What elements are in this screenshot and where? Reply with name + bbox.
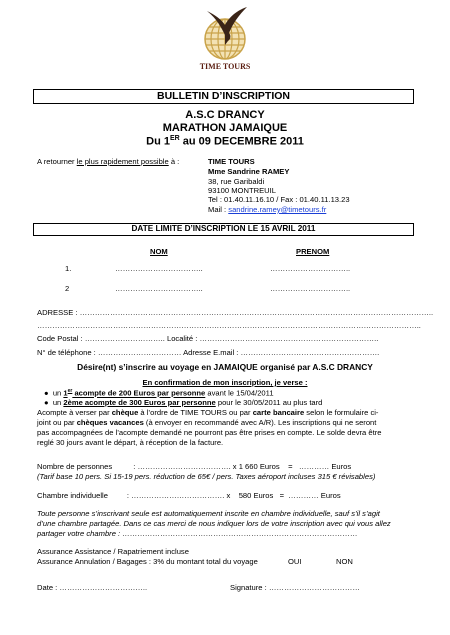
- pay-cheque: chèque: [111, 408, 139, 417]
- pay-l1-pre: Acompte à verser par: [37, 408, 112, 417]
- registration-statement: Désire(nt) s’inscrire au voyage en JAMAIQUE organisé par A.S.C DRANCY: [77, 362, 373, 372]
- return-intro-underlined: le plus rapidement possible: [76, 157, 169, 166]
- payment-line-1: [37, 408, 378, 417]
- b1-pre: un: [52, 388, 64, 398]
- pay-l2-pre: joint ou par: [37, 418, 77, 427]
- return-intro-post: à :: [168, 157, 180, 166]
- b2-u: 2ème acompte de 300 Euros par personne: [63, 398, 216, 407]
- adresse-field[interactable]: ADRESSE : …………………………………………………………………………………………………………………………..: [37, 308, 434, 317]
- contact-street: 38, rue Garibaldi: [208, 177, 265, 186]
- telephone-email-field[interactable]: N° de téléphone : …………………………… Adresse E.mail : ……………………………………………….: [37, 348, 380, 357]
- signature-field[interactable]: Signature : ………………………………: [230, 583, 360, 592]
- insurance-assistance: Assurance Assistance / Rapatriement incluse: [37, 547, 189, 556]
- contact-person: Mme Sandrine RAMEY: [208, 167, 290, 176]
- insurance-oui-option[interactable]: OUI: [288, 557, 302, 566]
- payment-line-3: pas accompagnées de l’acompte demandé ne pourront pas être prises en compte. Le solde devra être: [37, 428, 382, 437]
- prenom-header: PRENOM: [296, 247, 330, 256]
- room-share-field[interactable]: partager votre chambre : …………………………………………………………………………………: [37, 529, 358, 538]
- event-organizer: A.S.C DRANCY: [185, 109, 265, 121]
- contact-mail-link[interactable]: sandrine.ramey@timetours.fr: [228, 205, 327, 214]
- page-title: BULLETIN D’INSCRIPTION: [157, 90, 290, 102]
- time-tours-logo: [195, 5, 255, 75]
- adresse-field-2[interactable]: ……………………………………………………………………………………………………………………………………..: [37, 321, 421, 330]
- event-dates-pre: Du 1: [146, 135, 170, 148]
- row2-prenom-field[interactable]: …………………………..: [270, 284, 351, 293]
- row2-number: 2: [65, 284, 70, 293]
- code-postal-localite-field[interactable]: Code Postal : ………………………….. Localité : ……………………………………………………………..: [37, 334, 379, 343]
- contact-company: TIME TOURS: [208, 157, 255, 166]
- b2-post: pour le 30/05/2011 au plus tard: [215, 398, 323, 407]
- contact-mail-label: Mail :: [208, 205, 229, 214]
- room-note-line-1: Toute personne s’inscrivant seule est automatiquement inscrite en chambre individuelle, sauf s’il s’agit: [37, 509, 380, 518]
- bullet-1: [44, 388, 274, 398]
- row1-prenom-field[interactable]: …………………………..: [270, 264, 351, 273]
- contact-mail: [208, 205, 326, 214]
- tarif-note: (Tarif base 10 pers. Si 15-19 pers. réduction de 65€ / pers. Taxes aéroport incluses 315 € révisables): [37, 472, 376, 481]
- event-dates-sup: ER: [169, 135, 180, 142]
- bullet-dot: ●: [44, 398, 53, 407]
- row1-number: 1.: [65, 264, 72, 273]
- bullet-2: [44, 398, 322, 407]
- b1-sup: er: [67, 388, 73, 394]
- return-intro-pre: A retourner: [37, 157, 77, 166]
- globe-bird-icon: [195, 5, 255, 63]
- event-dates: [0, 135, 450, 149]
- insurance-non-option[interactable]: NON: [336, 557, 353, 566]
- b2-pre: un: [52, 398, 64, 407]
- row2-nom-field[interactable]: ……………………………..: [115, 284, 203, 293]
- room-note-line-2: d’une chambre partagée. Dans ce cas merci de nous indiquer lors de votre inscription avec qui vous allez: [37, 519, 391, 528]
- bullet-dot: ●: [44, 388, 53, 398]
- insurance-annulation: Assurance Annulation / Bagages : 3% du montant total du voyage: [37, 557, 258, 566]
- b1-u: 1: [63, 388, 68, 398]
- nom-header: NOM: [150, 247, 168, 256]
- event-dates-post: au 09 DECEMBRE 2011: [179, 135, 304, 148]
- pay-l1-post: selon le formulaire ci-: [304, 408, 379, 417]
- date-field[interactable]: Date : ……………………………..: [37, 583, 148, 592]
- pay-carte: carte bancaire: [252, 408, 305, 417]
- row1-nom-field[interactable]: ……………………………..: [115, 264, 203, 273]
- b1-u2: acompte de 200 Euros par personne: [72, 388, 206, 398]
- confirmation-heading: En confirmation de mon inscription, je verse :: [142, 378, 308, 387]
- pay-vacances: chèques vacances: [76, 418, 144, 427]
- pay-l1-mid: à l’ordre de TIME TOURS ou par: [138, 408, 253, 417]
- deadline-text: DATE LIMITE D’INSCRIPTION LE 15 AVRIL 2011: [131, 224, 316, 233]
- contact-phone: Tel : 01.40.11.16.10 / Fax : 01.40.11.13.23: [208, 195, 350, 204]
- single-room-field[interactable]: Chambre individuelle : ………………………………. x 580 Euros = ………… Euros: [37, 491, 341, 500]
- persons-count-field[interactable]: Nombre de personnes : ………………………………. x 1 660 Euros = ………… Euros: [37, 462, 352, 471]
- event-name: MARATHON JAMAIQUE: [162, 122, 288, 134]
- b1-post: avant le 15/04/2011: [205, 388, 274, 398]
- return-instructions: [37, 157, 179, 166]
- logo-brand-text: TIME TOURS: [199, 62, 251, 71]
- payment-line-4: reglé 30 jours avant le départ, à réception de la facture.: [37, 438, 224, 447]
- payment-line-2: [37, 418, 376, 427]
- contact-city: 93100 MONTREUIL: [208, 186, 276, 195]
- pay-l2-post: (à envoyer en recommandé avec A/R). Les inscriptions qui ne seront: [143, 418, 377, 427]
